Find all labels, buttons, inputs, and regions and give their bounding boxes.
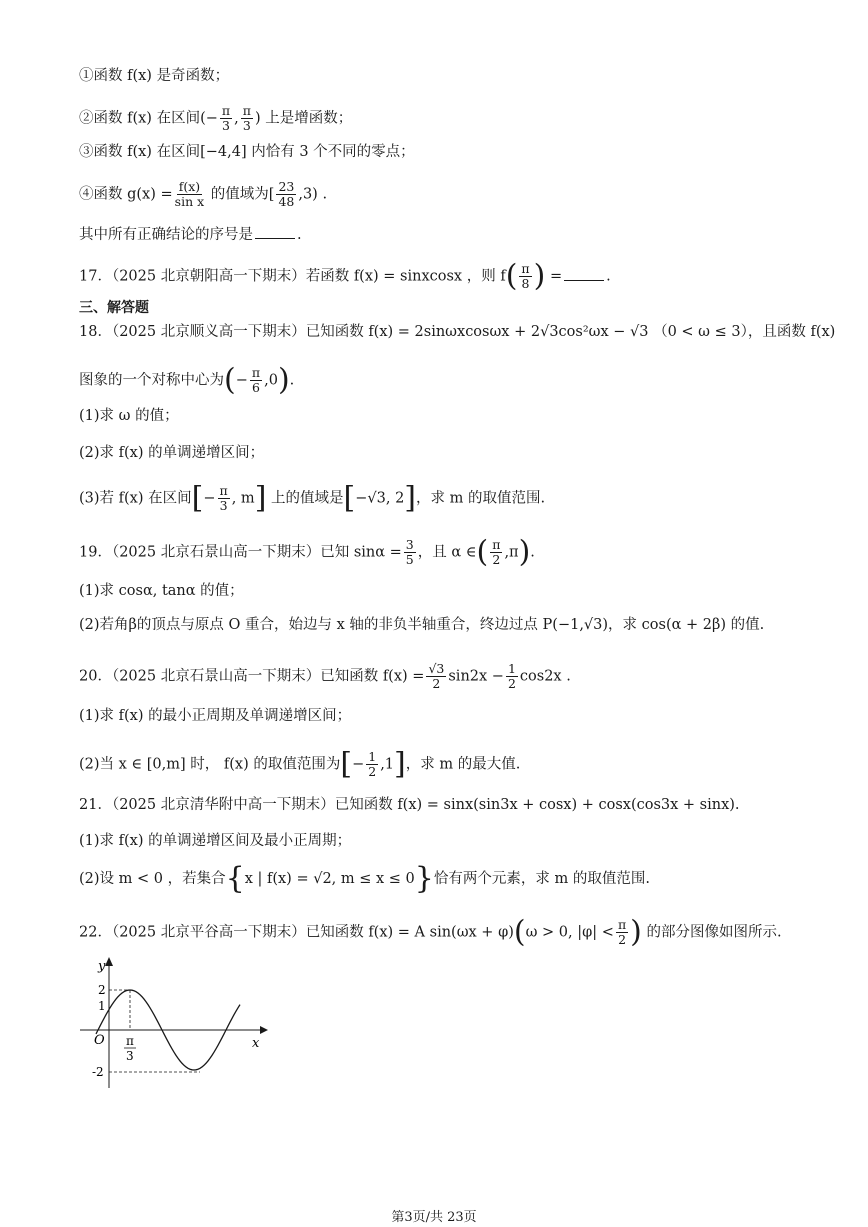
tick-pi: π [126,1034,134,1048]
statement-1: ①函数 f(x) 是奇函数； [79,68,230,84]
answer-prompt: 其中所有正确结论的序号是 . [79,224,302,245]
sine-graph [74,952,274,1092]
question-20: 20．（2025 北京石景山高一下期末）已知函数 f(x) = $\frac{√3}{2}$ sin2x − $\frac{1}{2}$ cos2x . [79,661,571,691]
question-18-center: 图象的一个对称中心为(− $\frac{\pi}{6}$ ,0). [79,362,295,398]
answer-blank [255,224,295,239]
question-21-part-2: (2)设 m < 0 ，若集合{x | f(x) = √2, m ≤ x ≤ 0}恰有两个元素，求 m 的取值范围. [79,861,650,896]
question-21-part-1: (1)求 f(x) 的单调递增区间及最小正周期； [79,833,352,849]
statement-2: ②函数 f(x) 在区间(− $\frac{\pi}{3}$ , $\frac{\pi}{3}$ ) 上是增函数； [79,103,353,133]
question-22: 22．（2025 北京平谷高一下期末）已知函数 f(x) = A sin(ωx + φ)(ω > 0, |φ| < $\frac{\pi}{2}$ ) 的部分图像如图所示. [79,914,782,950]
tick-1: 1 [98,999,106,1013]
question-18-part-3: (3)若 f(x) 在区间[− $\frac{\pi}{3}$ , m] 上的值域是[−√3, 2]，求 m 的取值范围. [79,480,546,516]
fraction-pi-over-2: $\frac{\pi}{2}$ [492,537,501,567]
question-18: 18．（2025 北京顺义高一下期末）已知函数 f(x) = 2sinωxcosωx + 2√3cos²ωx − √3 （0 < ω ≤ 3），且函数 f(x) [79,324,836,340]
fraction-pi-over-8: $\frac{\pi}{8}$ [521,261,530,291]
answer-blank [564,266,604,281]
section-heading: 三、解答题 [79,300,149,316]
question-19: 19．（2025 北京石景山高一下期末）已知 sinα = $\frac{3}{5}$ ，且 α ∈( $\frac{\pi}{2}$ ,π). [79,534,535,570]
y-axis-arrow [105,957,113,966]
question-21: 21．（2025 北京清华附中高一下期末）已知函数 f(x) = sinx(sin3x + cosx) + cosx(cos3x + sinx). [79,797,740,813]
tick-three: 3 [126,1049,134,1063]
page-footer: 第3页/共 23页 [391,1210,477,1225]
x-label: x [252,1036,260,1051]
fraction-3-5: $\frac{3}{5}$ [405,537,414,567]
fraction-pi-over-3: $\frac{\pi}{3}$ [221,103,231,133]
question-18-part-1: (1)求 ω 的值； [79,408,179,424]
fraction-pi-over-2: $\frac{\pi}{2}$ [617,917,627,947]
fraction-pi-over-3: $\frac{\pi}{3}$ [219,483,228,513]
question-19-part-1: (1)求 cosα, tanα 的值； [79,583,244,599]
question-20-part-2: (2)当 x ∈ [0,m] 时， f(x) 的取值范围为[− $\frac{1}{2}$ ,1]，求 m 的最大值. [79,746,521,782]
question-18-part-2: (2)求 f(x) 的单调递增区间； [79,445,265,461]
x-axis-arrow [260,1026,268,1034]
statement-3: ③函数 f(x) 在区间[−4,4] 内恰有 3 个不同的零点； [79,144,415,160]
origin-label: O [94,1033,105,1048]
fraction-1-over-2: $\frac{1}{2}$ [368,749,377,779]
fraction-sqrt3-over-2: $\frac{√3}{2}$ [428,661,445,691]
tick-minus-2: -2 [92,1065,104,1079]
fraction-pi-over-6: $\frac{\pi}{6}$ [251,365,261,395]
question-20-part-1: (1)求 f(x) 的最小正周期及单调递增区间； [79,708,352,724]
y-label: y [98,959,106,974]
fraction-23-48: $\frac{23}{48}$ [278,179,295,209]
fraction-fx-over-sinx: $\frac{f(x)}{\text{sin x}}$ [174,179,205,209]
question-19-part-2: (2)若角β的顶点与原点 O 重合，始边与 x 轴的非负半轴重合，终边过点 P(−1,√3)，求 cos(α + 2β) 的值. [79,617,765,633]
question-17: 17．（2025 北京朝阳高一下期末）若函数 f(x) = sinxcosx ，则 f( $\frac{\pi}{8}$ ) = . [79,258,611,294]
tick-2: 2 [98,983,106,997]
fraction-pi-over-3: $\frac{\pi}{3}$ [242,103,251,133]
fraction-1-over-2: $\frac{1}{2}$ [507,661,516,691]
statement-4: ④函数 g(x) = $\frac{f(x)}{\text{sin x}}$ 的值域为[ $\frac{23}{48}$ ,3) . [79,179,328,209]
